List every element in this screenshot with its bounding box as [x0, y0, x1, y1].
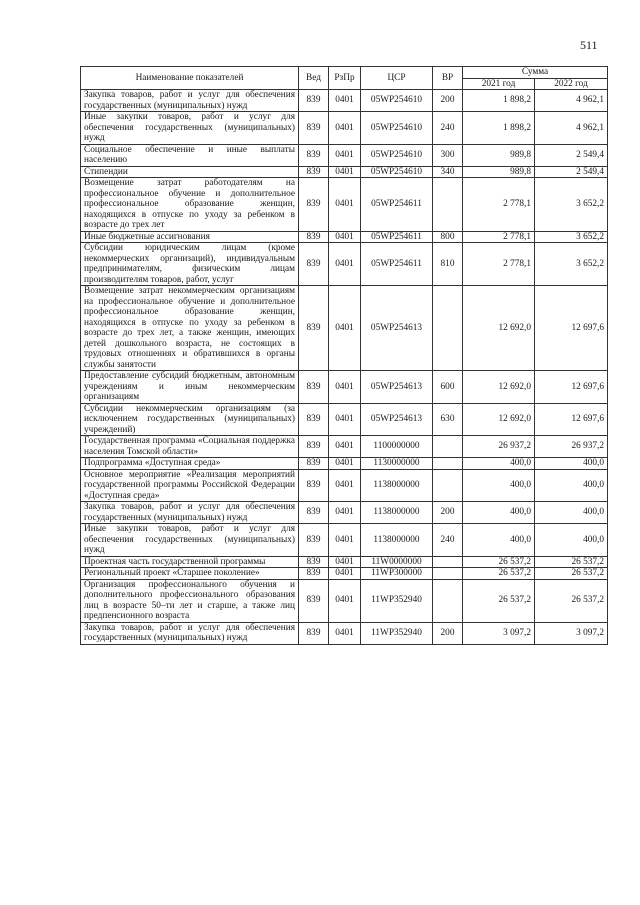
row-sum-2021: 989,8 [463, 166, 535, 178]
row-ved: 839 [299, 568, 329, 580]
row-csr: 1138000000 [361, 524, 433, 557]
row-sum-2021: 2 778,1 [463, 231, 535, 243]
row-ved: 839 [299, 371, 329, 404]
row-sum-2021: 12 692,0 [463, 371, 535, 404]
row-name: Иные закупки товаров, работ и услуг для обеспечения государственных (муниципальных) нужд [81, 524, 299, 557]
row-rzpr: 0401 [329, 502, 361, 524]
row-csr: 1100000000 [361, 436, 433, 458]
row-rzpr: 0401 [329, 166, 361, 178]
row-vr: 340 [433, 166, 463, 178]
row-name: Закупка товаров, работ и услуг для обеспечения государственных (муниципальных) нужд [81, 90, 299, 112]
row-ved: 839 [299, 469, 329, 502]
row-sum-2021: 3 097,2 [463, 622, 535, 644]
row-csr: 11WP300000 [361, 568, 433, 580]
row-csr: 05WP254611 [361, 243, 433, 286]
row-csr: 11W0000000 [361, 556, 433, 568]
row-sum-2021: 12 692,0 [463, 286, 535, 371]
table-row [81, 166, 608, 178]
row-csr: 1138000000 [361, 469, 433, 502]
row-vr: 200 [433, 502, 463, 524]
table-row [81, 556, 608, 568]
row-vr: 810 [433, 243, 463, 286]
row-csr: 05WP254610 [361, 112, 433, 145]
row-vr: 630 [433, 403, 463, 436]
row-name: Закупка товаров, работ и услуг для обеспечения государственных (муниципальных) нужд [81, 502, 299, 524]
row-sum-2022: 400,0 [535, 502, 608, 524]
row-sum-2022: 12 697,6 [535, 403, 608, 436]
header-csr: ЦСР [361, 67, 433, 90]
row-sum-2021: 26 537,2 [463, 568, 535, 580]
row-name: Субсидии некоммерческим организациям (за исключением государственных (муниципальных) учреждений) [81, 403, 299, 436]
row-csr: 05WP254611 [361, 178, 433, 232]
row-sum-2021: 2 778,1 [463, 178, 535, 232]
table-row [81, 579, 608, 622]
row-rzpr: 0401 [329, 112, 361, 145]
row-sum-2022: 4 962,1 [535, 112, 608, 145]
row-ved: 839 [299, 286, 329, 371]
table-row [81, 243, 608, 286]
row-name: Стипендии [81, 166, 299, 178]
header-rzpr: РзПр [329, 67, 361, 90]
header-year-2022: 2022 год [535, 78, 608, 90]
row-vr [433, 436, 463, 458]
row-sum-2022: 26 537,2 [535, 568, 608, 580]
row-sum-2022: 26 937,2 [535, 436, 608, 458]
table-row [81, 112, 608, 145]
row-name: Социальное обеспечение и иные выплаты населению [81, 144, 299, 166]
row-vr [433, 178, 463, 232]
row-rzpr: 0401 [329, 469, 361, 502]
row-sum-2022: 3 652,2 [535, 231, 608, 243]
row-name: Проектная часть государственной программы [81, 556, 299, 568]
header-sum: Сумма [463, 67, 608, 79]
table-row [81, 403, 608, 436]
row-csr: 05WP254613 [361, 371, 433, 404]
row-rzpr: 0401 [329, 568, 361, 580]
row-name: Предоставление субсидий бюджетным, автономным учреждениям и иным некоммерческим организациям [81, 371, 299, 404]
row-sum-2022: 12 697,6 [535, 371, 608, 404]
table-row [81, 458, 608, 470]
row-sum-2022: 2 549,4 [535, 166, 608, 178]
header-name: Наименование показателей [81, 67, 299, 90]
row-ved: 839 [299, 178, 329, 232]
row-ved: 839 [299, 458, 329, 470]
row-sum-2021: 26 937,2 [463, 436, 535, 458]
row-csr: 11WP352940 [361, 579, 433, 622]
row-sum-2021: 2 778,1 [463, 243, 535, 286]
table-row [81, 568, 608, 580]
table-row [81, 144, 608, 166]
table-row [81, 90, 608, 112]
row-vr: 200 [433, 90, 463, 112]
row-rzpr: 0401 [329, 231, 361, 243]
row-csr: 05WP254610 [361, 144, 433, 166]
table-row [81, 286, 608, 371]
row-rzpr: 0401 [329, 286, 361, 371]
row-vr [433, 286, 463, 371]
row-ved: 839 [299, 556, 329, 568]
row-ved: 839 [299, 231, 329, 243]
row-sum-2021: 400,0 [463, 502, 535, 524]
table-row [81, 524, 608, 557]
row-rzpr: 0401 [329, 90, 361, 112]
row-rzpr: 0401 [329, 622, 361, 644]
row-rzpr: 0401 [329, 579, 361, 622]
row-sum-2022: 4 962,1 [535, 90, 608, 112]
row-name: Иные закупки товаров, работ и услуг для обеспечения государственных (муниципальных) нужд [81, 112, 299, 145]
row-csr: 05WP254610 [361, 166, 433, 178]
table-row [81, 371, 608, 404]
row-vr [433, 568, 463, 580]
row-csr: 05WP254613 [361, 403, 433, 436]
page-number: 511 [580, 38, 598, 52]
row-sum-2022: 26 537,2 [535, 556, 608, 568]
row-rzpr: 0401 [329, 524, 361, 557]
row-sum-2022: 3 652,2 [535, 178, 608, 232]
table-row [81, 436, 608, 458]
row-rzpr: 0401 [329, 178, 361, 232]
row-vr [433, 458, 463, 470]
row-name: Возмещение затрат работодателям на профессиональное обучение и дополнительное профессиональное образование женщин, находящихся в отпуске по уходу за ребенком в возрасте до трех лет [81, 178, 299, 232]
row-name: Возмещение затрат некоммерческим организациям на профессиональное обучение и дополнительное профессиональное образование женщин, находящихся в отпуске по уходу за ребенком в возрасте до трех лет, а также женщин, имеющих детей дошкольного возраста, не состоящих в трудовых отношениях и обратившихся в органы службы занятости [81, 286, 299, 371]
row-ved: 839 [299, 166, 329, 178]
table-row [81, 231, 608, 243]
row-ved: 839 [299, 524, 329, 557]
row-vr [433, 579, 463, 622]
row-sum-2021: 400,0 [463, 469, 535, 502]
row-vr: 240 [433, 524, 463, 557]
table-row [81, 469, 608, 502]
row-vr: 300 [433, 144, 463, 166]
row-csr: 11WP352940 [361, 622, 433, 644]
row-ved: 839 [299, 403, 329, 436]
row-name: Субсидии юридическим лицам (кроме некоммерческих организаций), индивидуальным предпринимателям, физическим лицам производителям товаров, работ, услуг [81, 243, 299, 286]
header-ved: Вед [299, 67, 329, 90]
row-sum-2022: 2 549,4 [535, 144, 608, 166]
row-vr: 200 [433, 622, 463, 644]
row-vr [433, 469, 463, 502]
table-row [81, 502, 608, 524]
row-rzpr: 0401 [329, 458, 361, 470]
row-sum-2022: 400,0 [535, 458, 608, 470]
row-sum-2021: 400,0 [463, 524, 535, 557]
row-sum-2021: 12 692,0 [463, 403, 535, 436]
row-name: Государственная программа «Социальная поддержка населения Томской области» [81, 436, 299, 458]
row-csr: 1130000000 [361, 458, 433, 470]
header-year-2021: 2021 год [463, 78, 535, 90]
row-sum-2021: 26 537,2 [463, 556, 535, 568]
row-name: Организация профессионального обучения и дополнительного профессионального образования лиц в возрасте 50–ти лет и старше, а также лиц предпенсионного возраста [81, 579, 299, 622]
row-csr: 05WP254611 [361, 231, 433, 243]
table-row [81, 622, 608, 644]
row-ved: 839 [299, 622, 329, 644]
row-vr: 240 [433, 112, 463, 145]
row-name: Закупка товаров, работ и услуг для обеспечения государственных (муниципальных) нужд [81, 622, 299, 644]
row-name: Подпрограмма «Доступная среда» [81, 458, 299, 470]
row-sum-2022: 3 097,2 [535, 622, 608, 644]
table-body [81, 90, 608, 645]
row-ved: 839 [299, 144, 329, 166]
table-row [81, 178, 608, 232]
row-ved: 839 [299, 90, 329, 112]
row-name: Региональный проект «Старшее поколение» [81, 568, 299, 580]
row-rzpr: 0401 [329, 144, 361, 166]
row-csr: 05WP254610 [361, 90, 433, 112]
row-rzpr: 0401 [329, 403, 361, 436]
row-ved: 839 [299, 436, 329, 458]
row-rzpr: 0401 [329, 243, 361, 286]
row-sum-2022: 400,0 [535, 469, 608, 502]
row-rzpr: 0401 [329, 556, 361, 568]
row-sum-2022: 26 537,2 [535, 579, 608, 622]
row-ved: 839 [299, 579, 329, 622]
row-name: Основное мероприятие «Реализация мероприятий государственной программы Российской Федерации «Доступная среда» [81, 469, 299, 502]
row-ved: 839 [299, 243, 329, 286]
row-sum-2021: 989,8 [463, 144, 535, 166]
table-header [81, 67, 608, 90]
row-ved: 839 [299, 502, 329, 524]
row-sum-2022: 3 652,2 [535, 243, 608, 286]
row-vr: 600 [433, 371, 463, 404]
row-sum-2022: 12 697,6 [535, 286, 608, 371]
row-csr: 05WP254613 [361, 286, 433, 371]
budget-table [80, 66, 608, 645]
header-vr: ВР [433, 67, 463, 90]
row-vr [433, 556, 463, 568]
row-sum-2021: 400,0 [463, 458, 535, 470]
row-csr: 1138000000 [361, 502, 433, 524]
row-vr: 800 [433, 231, 463, 243]
row-name: Иные бюджетные ассигнования [81, 231, 299, 243]
row-ved: 839 [299, 112, 329, 145]
row-sum-2021: 1 898,2 [463, 90, 535, 112]
row-rzpr: 0401 [329, 436, 361, 458]
row-sum-2022: 400,0 [535, 524, 608, 557]
row-sum-2021: 1 898,2 [463, 112, 535, 145]
row-rzpr: 0401 [329, 371, 361, 404]
row-sum-2021: 26 537,2 [463, 579, 535, 622]
